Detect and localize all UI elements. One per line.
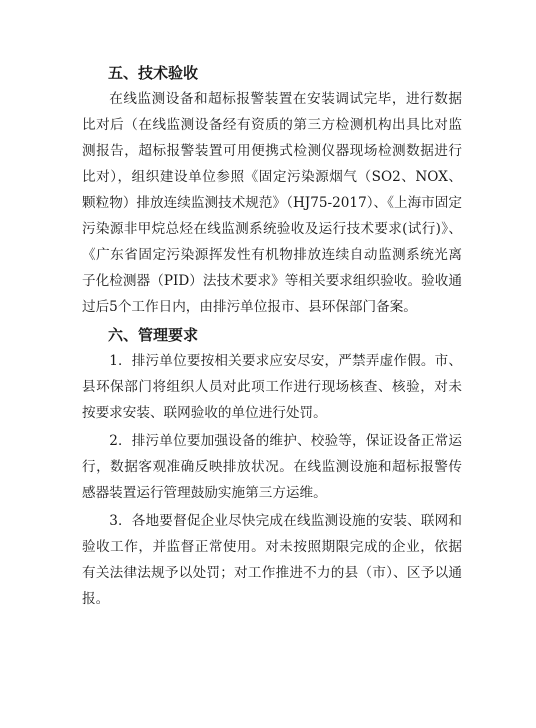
technical-acceptance-paragraph: 在线监测设备和超标报警装置在安装调试完毕，进行数据比对后（在线监测设备经有资质的第三方检测机构出具比对监测报告，超标报警装置可用便携式检测仪器现场检测数据进行比对），组织建设单位参照《固定污染源烟气（SO2、NOX、颗粒物）排放连续监测技术规范》（HJ75-2017）、《上海市固定污染源非甲烷总烃在线监测系统验收及运行技术要求(试行)》、《广东省固定污染源挥发性有机物排放连续自动监测系统光离子化检测器（PID）法技术要求》等相关要求组织验收。验收通过后5个工作日内，由排污单位报市、县环保部门备案。 [82,91,462,315]
section-heading-technical-acceptance: 五、技术验收 [108,64,199,82]
section-heading-management-requirements: 六、管理要求 [108,326,199,344]
requirement-item-2: 2．排污单位要加强设备的维护、校验等，保证设备正常运行，数据客观准确反映排放状况。在线监测设施和超标报警传感器装置运行管理鼓励实施第三方运维。 [82,433,462,501]
document-page [82,62,462,612]
requirement-item-1: 1．排污单位要按相关要求应安尽安，严禁弄虚作假。市、县环保部门将组织人员对此项工作进行现场核查、核验，对未按要求安装、联网验收的单位进行处罚。 [82,353,462,421]
requirement-item-3: 3．各地要督促企业尽快完成在线监测设施的安装、联网和验收工作，并监督正常使用。对未按照期限完成的企业，依据有关法律法规予以处罚；对工作推进不力的县（市）、区予以通报。 [82,513,462,607]
